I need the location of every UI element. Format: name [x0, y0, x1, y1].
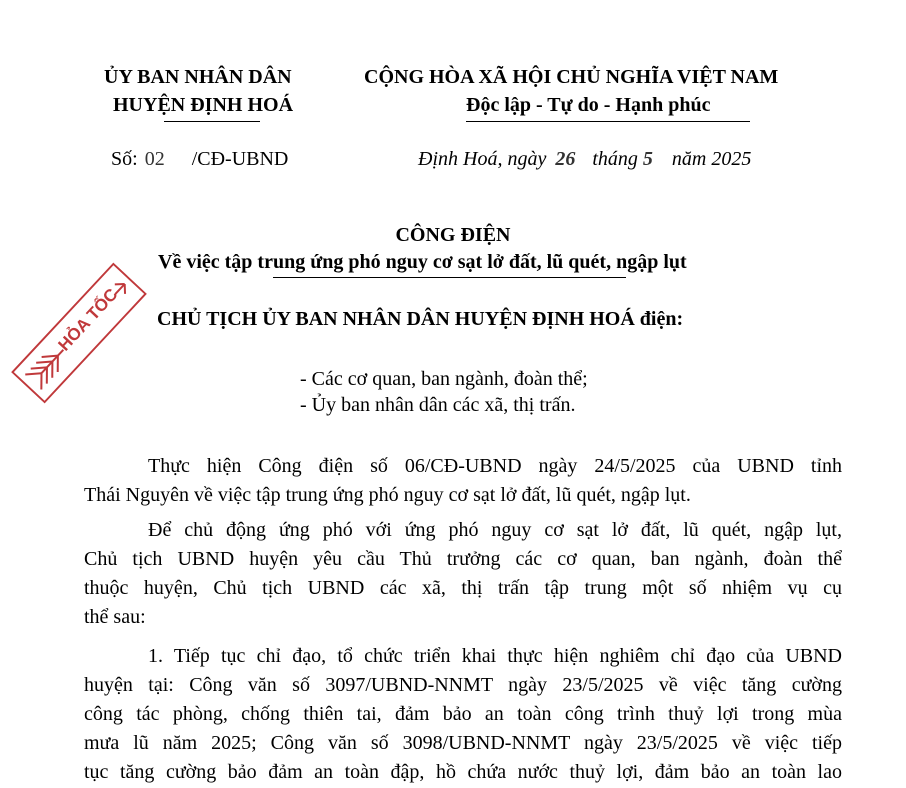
date-day: 26: [555, 148, 576, 170]
sender-line: CHỦ TỊCH ỦY BAN NHÂN DÂN HUYỆN ĐỊNH HOÁ điện:: [157, 308, 684, 330]
subject-underline: [273, 277, 626, 278]
p2-line-4: thể sau:: [84, 606, 146, 628]
nation-motto: Độc lập - Tự do - Hạnh phúc: [466, 94, 711, 116]
doc-number-prefix: Số:: [111, 148, 138, 170]
date-month-label: tháng: [592, 148, 638, 170]
p2-line-1: Để chủ động ứng phó với ứng phó nguy cơ sạt lở đất, lũ quét, ngập lụt,: [148, 519, 842, 541]
p3-line-4: mưa lũ năm 2025; Công văn số 3098/UBND-NNMT ngày 23/5/2025 về việc tiếp: [84, 732, 842, 754]
urgent-stamp: [11, 262, 147, 403]
p3-line-2: huyện tại: Công văn số 3097/UBND-NNMT ngày 23/5/2025 về việc tăng cường: [84, 674, 842, 696]
nation-title: CỘNG HÒA XÃ HỘI CHỦ NGHĨA VIỆT NAM: [364, 66, 779, 88]
recipient-2: - Ủy ban nhân dân các xã, thị trấn.: [300, 394, 576, 416]
org-name-line1: ỦY BAN NHÂN DÂN: [104, 66, 292, 88]
doc-subject: Về việc tập trung ứng phó nguy cơ sạt lở đất, lũ quét, ngập lụt: [158, 251, 687, 273]
p1-line-1: Thực hiện Công điện số 06/CĐ-UBND ngày 24/5/2025 của UBND tỉnh: [148, 455, 842, 477]
date-line: [418, 148, 751, 171]
p2-line-2: Chủ tịch UBND huyện yêu cầu Thủ trưởng các cơ quan, ban ngành, đoàn thể: [84, 548, 842, 570]
p3-line-3: công tác phòng, chống thiên tai, đảm bảo an toàn công trình thuỷ lợi trong mùa: [84, 703, 842, 725]
doc-number-suffix: /CĐ-UBND: [191, 148, 289, 170]
paragraph-3: [84, 642, 842, 787]
stamp-text: HỎA TỐC: [54, 284, 122, 355]
p3-line-5: tục tăng cường bảo đảm an toàn đập, hồ chứa nước thuỷ lợi, đảm bảo an toàn lao: [84, 761, 842, 783]
org-name-line2: HUYỆN ĐỊNH HOÁ: [113, 94, 294, 116]
paragraph-1: [84, 452, 842, 510]
recipient-1: - Các cơ quan, ban ngành, đoàn thể;: [300, 368, 588, 390]
date-month: 5: [642, 148, 653, 170]
p2-line-3: thuộc huyện, Chủ tịch UBND các xã, thị trấn tập trung một số nhiệm vụ cụ: [84, 577, 842, 599]
date-place-day: Định Hoá, ngày: [418, 148, 547, 170]
p3-line-1: 1. Tiếp tục chỉ đạo, tổ chức triển khai thực hiện nghiêm chỉ đạo của UBND: [148, 645, 842, 667]
date-year: năm 2025: [671, 148, 752, 170]
motto-underline: [466, 121, 750, 122]
p1-line-2: Thái Nguyên về việc tập trung ứng phó nguy cơ sạt lở đất, lũ quét, ngập lụt.: [84, 484, 691, 506]
doc-number: [111, 148, 288, 171]
paragraph-2: [84, 516, 842, 632]
org-underline: [164, 121, 260, 122]
doc-number-value: 02: [144, 148, 165, 170]
doc-title: CÔNG ĐIỆN: [395, 224, 511, 246]
